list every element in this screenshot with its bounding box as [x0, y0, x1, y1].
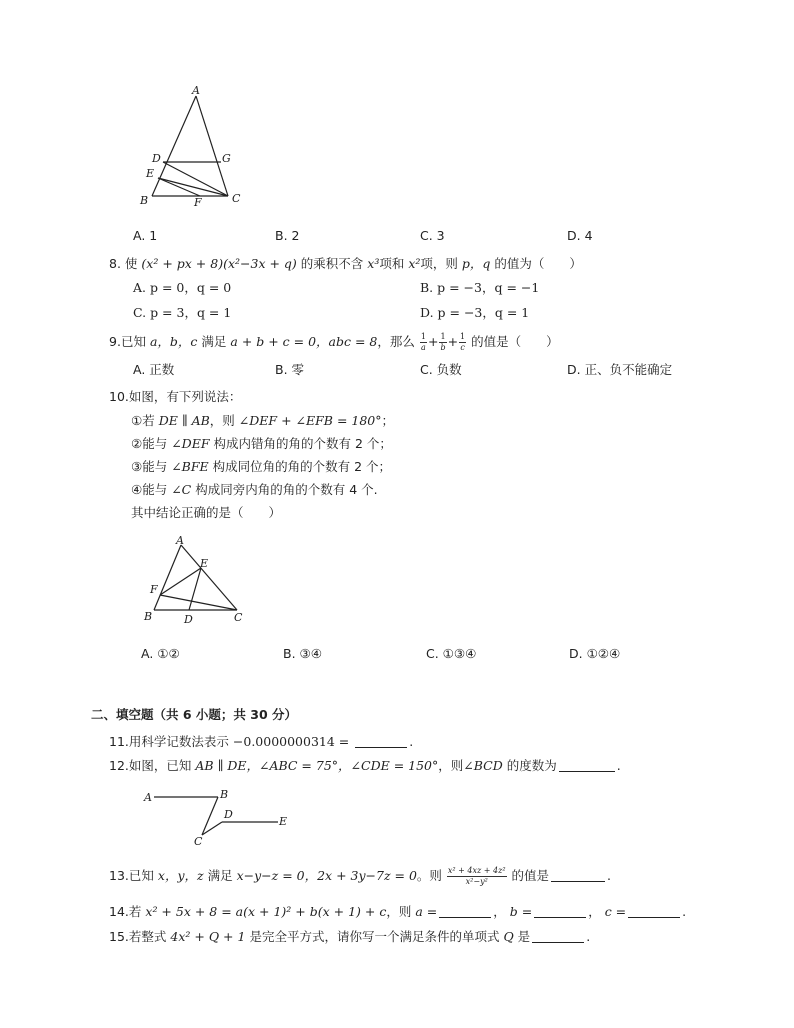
q14-text2: ，则 — [386, 904, 412, 919]
q10-option-b[interactable]: B. ③④ — [283, 646, 322, 661]
label-F: F — [150, 583, 158, 596]
q9-frac-a: $\frac{1}{a}$ — [420, 332, 426, 352]
statement-4-math: ∠C — [171, 482, 192, 497]
label-D: D — [152, 152, 161, 165]
q13-text2: 满足 — [207, 868, 233, 883]
label-E: E — [200, 557, 209, 570]
q9-text-before: 已知 — [120, 334, 146, 349]
q7-option-c[interactable]: C. 3 — [420, 228, 445, 243]
q10-option-d[interactable]: D. ①②④ — [569, 646, 621, 661]
q13-text3: 。则 — [416, 868, 442, 883]
q9-option-c[interactable]: C. 负数 — [420, 362, 462, 377]
q10-intro-text: 如图，有下列说法： — [128, 389, 242, 404]
statement-2-mid: 构成内错角的角的个数有 2 个； — [213, 436, 392, 451]
q9-stem — [109, 332, 559, 352]
q15-answer-blank[interactable] — [532, 931, 584, 943]
q9-text-mid: 满足 — [201, 334, 227, 349]
q13-vars: x，y，z — [157, 868, 204, 883]
q9-vars: a，b，c — [149, 334, 198, 349]
q9-option-b[interactable]: B. 零 — [275, 362, 305, 377]
label-A: A — [144, 791, 152, 804]
label-B: B — [220, 788, 229, 801]
q9-plus-1: + — [427, 334, 439, 349]
q14-c-label: c = — [604, 904, 627, 919]
q11-number: 11. — [109, 734, 129, 749]
q15-math: 4x² + Q + 1 — [170, 929, 246, 944]
label-E: E — [279, 815, 288, 828]
q15-math2: Q — [503, 929, 514, 944]
q8-text-before: 使 — [124, 256, 138, 271]
figure-parallel-lines — [138, 785, 298, 849]
q13-answer-blank[interactable] — [551, 870, 605, 882]
label-C: C — [232, 192, 241, 205]
label-G: G — [222, 152, 231, 165]
q12-math2: ∠BCD — [463, 758, 503, 773]
q13-fraction: $\frac{\text{x² + 4xz + 4z²}}{\text{x²−y²}}$ — [447, 866, 506, 886]
q12-number: 12. — [109, 758, 129, 773]
q9-option-d[interactable]: D. 正、负不能确定 — [567, 362, 673, 377]
statement-4-mid: 构成同旁内角的角的个数有 4 个. — [195, 482, 378, 497]
q10-intro — [109, 387, 241, 405]
q13-end: . — [607, 868, 612, 883]
q13-math1: x−y−z = 0，2x + 3y−7z = 0 — [236, 868, 417, 883]
q8-term1: x³ — [367, 256, 380, 271]
statement-2-math: ∠DEF — [171, 436, 210, 451]
q13-text: 已知 — [128, 868, 154, 883]
q10-statement-4 — [131, 480, 378, 498]
q10-option-a[interactable]: A. ①② — [141, 646, 180, 661]
q8-number: 8. — [109, 256, 121, 271]
statement-3-math: ∠BFE — [171, 459, 209, 474]
q12-text2: ，则 — [438, 758, 464, 773]
q8-stem — [109, 254, 582, 272]
q15-text: 若整式 — [128, 929, 167, 944]
q14-end: . — [682, 904, 687, 919]
q15-text3: 是 — [517, 929, 531, 944]
section-title-fill-in: 二、填空题（共 6 小题；共 30 分） — [91, 707, 298, 722]
q10-statement-3 — [131, 457, 391, 475]
q9-frac-c: $\frac{1}{c}$ — [460, 332, 466, 352]
q7-option-d[interactable]: D. 4 — [567, 228, 593, 243]
q10-statement-1 — [131, 411, 394, 429]
statement-3-prefix: ③能与 — [131, 459, 168, 474]
statement-1-math: DE ∥ AB — [158, 413, 210, 428]
q14-number: 14. — [109, 904, 129, 919]
statement-1-prefix: ①若 — [131, 413, 155, 428]
q10-statement-2 — [131, 434, 392, 452]
q12-text: 如图，已知 — [128, 758, 192, 773]
figure-triangle-2 — [138, 533, 254, 627]
statement-2-prefix: ②能与 — [131, 436, 168, 451]
q9-cond: a + b + c = 0，abc = 8 — [230, 334, 378, 349]
statement-1-suffix: ； — [381, 413, 395, 428]
q8-text-end: 的值为（ ） — [494, 256, 582, 271]
statement-3-mid: 构成同位角的角的个数有 2 个； — [212, 459, 392, 474]
label-C: C — [194, 835, 203, 848]
q9-text-mid2: ，那么 — [377, 334, 415, 349]
q15-text2: 是完全平方式，请你写一个满足条件的单项式 — [249, 929, 500, 944]
q8-text-after: 项，则 — [420, 256, 458, 271]
q9-plus-2: + — [447, 334, 459, 349]
q7-option-b[interactable]: B. 2 — [275, 228, 300, 243]
label-D: D — [224, 808, 233, 821]
q9-frac-b: $\frac{1}{b}$ — [440, 332, 446, 352]
label-B: B — [144, 610, 153, 623]
label-C: C — [234, 611, 243, 624]
label-A: A — [176, 534, 184, 547]
q14-sep-1: ， — [493, 904, 506, 919]
q7-option-a[interactable]: A. 1 — [133, 228, 158, 243]
q14-math: x² + 5x + 8 = a(x + 1)² + b(x + 1) + c — [145, 904, 387, 919]
label-D: D — [184, 613, 193, 626]
q14-a-label: a = — [415, 904, 438, 919]
q9-number: 9. — [109, 334, 121, 349]
q11-end: . — [409, 734, 414, 749]
q8-option-c[interactable]: C. p = 3，q = 1 — [133, 305, 232, 320]
q10-number: 10. — [109, 389, 129, 404]
q8-text-mid: 的乘积不含 — [300, 256, 364, 271]
q8-option-b[interactable]: B. p = −3，q = −1 — [420, 280, 540, 295]
q10-option-c[interactable]: C. ①③④ — [426, 646, 477, 661]
q12-math1: AB ∥ DE，∠ABC = 75°，∠CDE = 150° — [195, 758, 439, 773]
q10-conclusion: 其中结论正确的是（ ） — [131, 505, 282, 520]
figure-triangle-1 — [130, 82, 250, 210]
q8-term2: x² — [408, 256, 421, 271]
q12-answer-blank[interactable] — [559, 760, 615, 772]
q14-c-blank[interactable] — [628, 906, 680, 918]
q12-stem — [109, 756, 621, 774]
q15-number: 15. — [109, 929, 129, 944]
q14-text: 若 — [128, 904, 142, 919]
q14-sep-2: ， — [588, 904, 601, 919]
q15-stem — [109, 927, 590, 945]
statement-1-math2: ∠DEF + ∠EFB = 180° — [238, 413, 382, 428]
q8-text-mid2: 项和 — [379, 256, 405, 271]
q15-end: . — [586, 929, 591, 944]
label-F: F — [194, 196, 202, 209]
label-E: E — [146, 167, 155, 180]
q9-text-end: 的值是（ ） — [471, 334, 559, 349]
q8-option-a[interactable]: A. p = 0，q = 0 — [133, 280, 232, 295]
q13-number: 13. — [109, 868, 129, 883]
q11-answer-blank[interactable] — [355, 736, 407, 748]
q9-option-a[interactable]: A. 正数 — [133, 362, 175, 377]
q11-math: −0.0000000314 = — [232, 734, 350, 749]
q13-stem — [109, 866, 611, 886]
q14-a-blank[interactable] — [439, 906, 491, 918]
q14-stem — [109, 902, 686, 920]
q11-stem — [109, 732, 413, 750]
q12-end: . — [616, 758, 621, 773]
q14-b-blank[interactable] — [534, 906, 586, 918]
q8-option-d[interactable]: D. p = −3，q = 1 — [420, 305, 530, 320]
q8-expr: (x² + px + 8)(x²−3x + q) — [141, 256, 297, 271]
q12-text3: 的度数为 — [506, 758, 557, 773]
label-A: A — [192, 84, 200, 97]
q14-b-label: b = — [509, 904, 533, 919]
q8-vars: p，q — [461, 256, 491, 271]
statement-1-mid: ，则 — [209, 413, 235, 428]
statement-4-prefix: ④能与 — [131, 482, 168, 497]
q13-text4: 的值是 — [511, 868, 550, 883]
label-B: B — [140, 194, 149, 207]
q11-text: 用科学记数法表示 — [128, 734, 229, 749]
